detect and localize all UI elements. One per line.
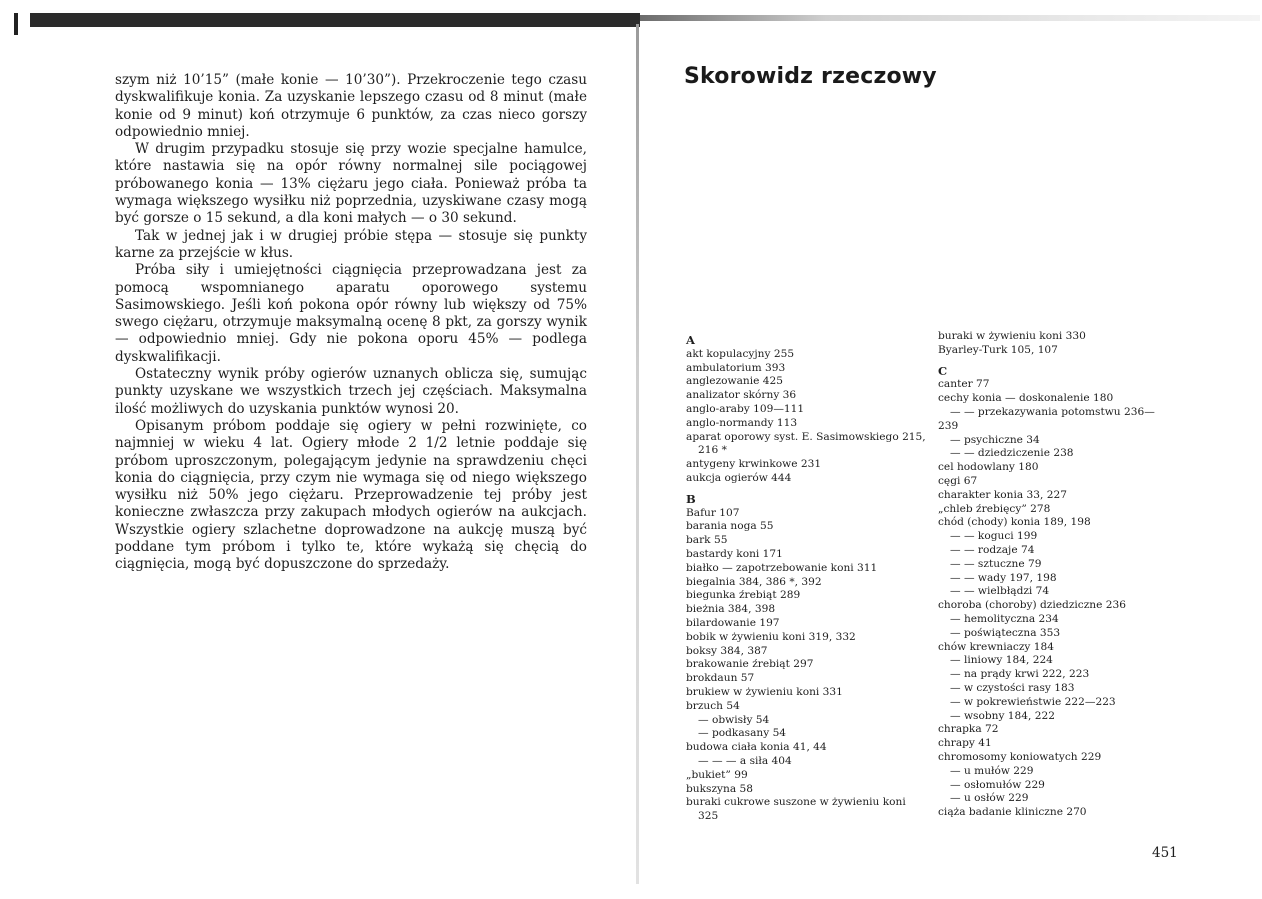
index-entry: „bukiet” 99 [686,768,748,781]
index-entry: cęgi 67 [938,474,978,487]
page-title: Skorowidz rzeczowy [684,64,937,89]
index-entry: aparat oporowy syst. E. Sasimowskiego 215, [686,430,926,443]
index-entry: brukiew w żywieniu koni 331 [686,685,843,698]
index-subentry: — na prądy krwi 222, 223 [950,668,1090,681]
index-entry: Bafur 107 [686,506,740,519]
index-entry: analizator skórny 36 [686,389,797,402]
paragraph: Ostateczny wynik próby ogierów uznanych oblicza się, sumując punkty uzyskane we wszystkich trzech jej częściach. Maksymalna ilość możliwych do uzyskania punktów wynosi 20. [115,366,587,417]
index-entry: chód (chody) konia 189, 198 [938,516,1091,529]
index-subentry: — — sztuczne 79 [950,557,1042,570]
left-page-text [115,72,587,574]
index-subentry: — w czystości rasy 183 [950,681,1075,694]
index-subentry: — — przekazywania potomstwu 236— [950,405,1155,418]
index-letter-heading: B [686,491,696,506]
index-subentry: — u mułów 229 [950,764,1034,777]
book-spine [636,24,639,884]
index-entry: akt kopulacyjny 255 [686,347,795,360]
index-entry: antygeny krwinkowe 231 [686,458,822,471]
index-subentry: — — dziedziczenie 238 [950,447,1074,460]
index-column-left [686,334,926,824]
index-subentry: — — wielbłądzi 74 [950,585,1050,598]
index-entry: 239 [938,419,959,432]
index-subentry: — hemolityczna 234 [950,612,1059,625]
scan-top-shadow-left [30,13,640,27]
index-entry: białko — zapotrzebowanie koni 311 [686,561,878,574]
index-entry: Byarley-Turk 105, 107 [938,343,1058,356]
paragraph: Tak w jednej jak i w drugiej próbie stępa — stosuje się punkty karne za przejście w kłus. [115,227,587,261]
index-subentry: — — — a siła 404 [698,754,792,767]
index-entry: anglo-normandy 113 [686,416,798,429]
index-subentry: — — wady 197, 198 [950,571,1057,584]
index-entry: cechy konia — doskonalenie 180 [938,392,1114,405]
index-entry: cel hodowlany 180 [938,461,1039,474]
index-entry: chrapy 41 [938,737,992,750]
index-entry: brakowanie źrebiąt 297 [686,658,814,671]
index-entry: bastardy koni 171 [686,547,783,560]
index-subentry: — liniowy 184, 224 [950,654,1053,667]
index-subentry: — — koguci 199 [950,530,1038,543]
index-subentry: — obwisły 54 [698,713,770,726]
index-entry: bark 55 [686,534,728,547]
scan-top-shadow-right [640,15,1260,21]
index-entry: brokdaun 57 [686,672,755,685]
index-entry: biegalnia 384, 386 *, 392 [686,575,822,588]
paragraph: Opisanym próbom poddaje się ogiery w pełni rozwinięte, co najmniej w wieku 4 lat. Ogiery młode 2 1/2 letnie poddaje się próbom uproszczonym, polegającym jedynie na sprawdzeniu chęci konia do ciągnięcia, przy czym nie wymaga się od niego większego wysiłku niż 50% jego ciężaru. Przeprowadzenie tej próby jest konieczne zwłaszcza przy zakupach młodych ogierów na aukcjach. Wszystkie ogiery szlachetne doprowadzone na aukcję muszą być poddane tym próbom i tylko te, które wykażą się chęcią do ciągnięcia, mogą być dopuszczone do sprzedaży. [115,417,587,573]
index-subentry: — psychiczne 34 [950,433,1040,446]
index-subentry: — w pokrewieństwie 222—223 [950,695,1116,708]
index-entry: bukszyna 58 [686,782,754,795]
index-entry: ciąża badanie kliniczne 270 [938,806,1087,819]
paragraph: W drugim przypadku stosuje się przy wozie specjalne hamulce, które nastawia się na opór równy normalnej sile pociągowej próbowanego konia — 13% ciężaru jego ciała. Ponieważ próba ta wymaga większego wysiłku niż poprzednia, uzyskiwane czasy mogą być gorsze o 15 sekund, a dla koni małych — o 30 sekund. [115,141,587,227]
index-entry: canter 77 [938,378,990,391]
index-entry: anglo-araby 109—111 [686,402,805,415]
index-subentry: — podkasany 54 [698,727,787,740]
index-entry: buraki w żywieniu koni 330 [938,330,1086,342]
page-number: 451 [1152,845,1178,861]
index-entry: aukcja ogierów 444 [686,471,792,484]
index-subentry: — wsobny 184, 222 [950,709,1055,722]
index-entry: buraki cukrowe suszone w żywieniu koni [686,796,906,809]
index-entry: 325 [698,810,719,823]
index-entry: bobik w żywieniu koni 319, 332 [686,630,856,643]
index-entry: boksy 384, 387 [686,644,768,657]
index-entry: chrapka 72 [938,723,999,736]
index-entry: biegunka źrebiąt 289 [686,589,801,602]
index-column-right [938,330,1180,820]
index-letter-heading: A [686,333,695,347]
paragraph: szym niż 10’15” (małe konie — 10’30”). Przekroczenie tego czasu dyskwalifikuje konia. Za uzyskanie lepszego czasu od 8 minut (małe konie od 9 minut) koń otrzymuje 6 punktów, za czas nieco gorszy odpowiednio mniej. [115,72,587,140]
index-subentry: — osłomułów 229 [950,778,1045,791]
index-subentry: — poświąteczna 353 [950,626,1061,639]
index-subentry: — u osłów 229 [950,792,1029,805]
index-entry: charakter konia 33, 227 [938,488,1067,501]
index-entry: „chleb źrebięcy” 278 [938,502,1051,515]
index-entry: barania noga 55 [686,520,774,533]
paragraph: Próba siły i umiejętności ciągnięcia przeprowadzana jest za pomocą wspomnianego aparatu oporowego systemu Sasimowskiego. Jeśli koń pokona opór równy lub większy od 75% swego ciężaru, otrzymuje maksymalną ocenę 8 pkt, za gorszy wynik — odpowiednio mniej. Gdy nie pokona oporu 45% — podlega dyskwalifikacji. [115,262,587,365]
scan-edge-mark [14,13,18,35]
index-entry: 216 * [698,444,727,457]
index-entry: choroba (choroby) dziedziczne 236 [938,599,1126,612]
index-entry: brzuch 54 [686,699,740,712]
index-entry: anglezowanie 425 [686,375,783,388]
index-letter-heading: C [938,363,948,378]
index-entry: budowa ciała konia 41, 44 [686,741,827,754]
index-entry: chów krewniaczy 184 [938,640,1055,653]
index-entry: bilardowanie 197 [686,616,780,629]
index-entry: bieżnia 384, 398 [686,603,776,616]
index-entry: ambulatorium 393 [686,361,786,374]
index-entry: chromosomy koniowatych 229 [938,750,1102,763]
index-subentry: — — rodzaje 74 [950,543,1035,556]
